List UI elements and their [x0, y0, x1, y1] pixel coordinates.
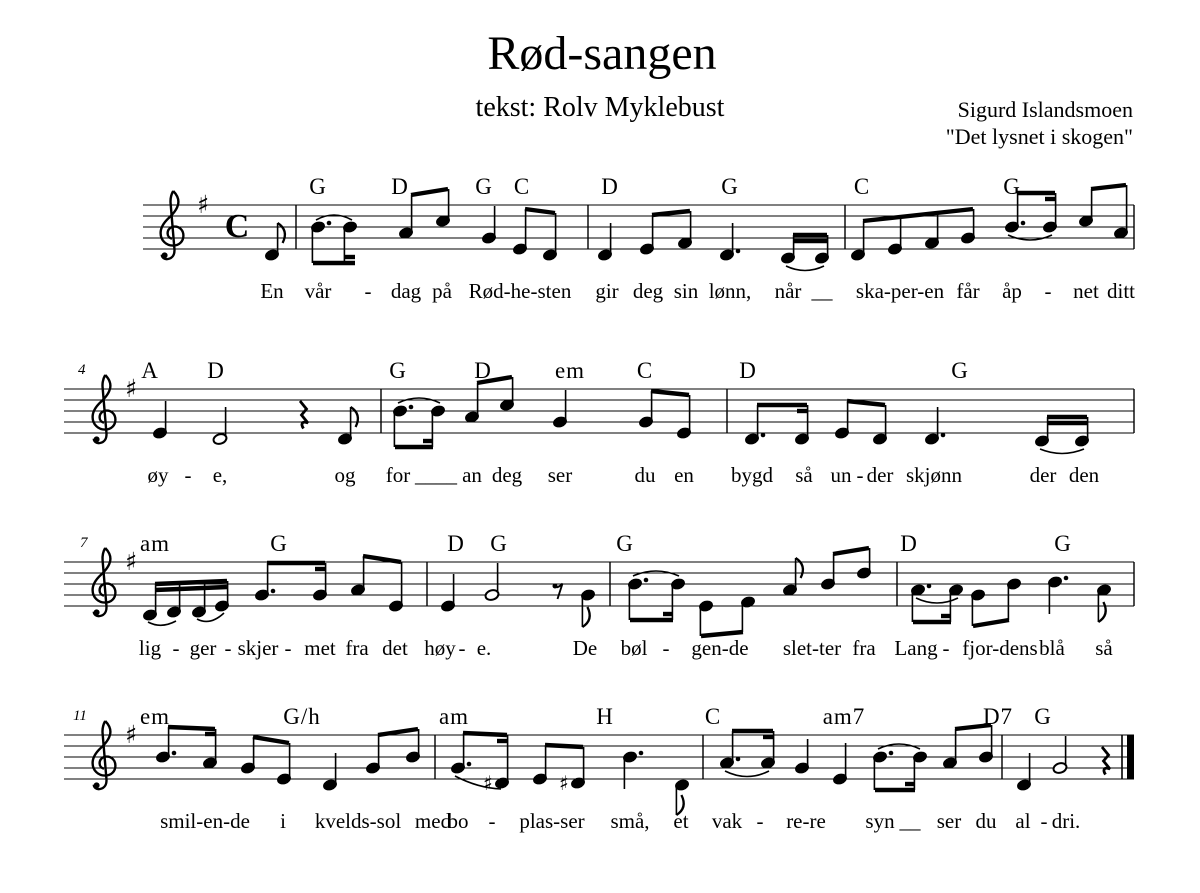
- lyric-syllable: så: [795, 463, 813, 487]
- chord-symbol: em: [554, 358, 586, 383]
- lyric-syllable: når: [774, 279, 802, 303]
- lyric-syllable: i: [280, 809, 286, 833]
- lyric-syllable: bøl: [620, 636, 648, 660]
- chord-symbol: D: [601, 174, 619, 199]
- chord-symbol: G: [389, 358, 407, 383]
- lyric-syllable: høy: [424, 636, 456, 660]
- lyric-syllable: __: [899, 809, 921, 833]
- svg-text:♯: ♯: [196, 190, 210, 219]
- lyric-syllable: et: [673, 809, 689, 833]
- lyric-syllable: der: [1029, 463, 1057, 487]
- lyric-syllable: -: [488, 809, 496, 833]
- lyric-syllable: får: [956, 279, 980, 303]
- chord-symbol: H: [596, 704, 614, 729]
- chord-symbol: D: [207, 358, 225, 383]
- lyric-syllable: e,: [212, 463, 228, 487]
- chord-symbol: G/h: [283, 704, 321, 729]
- lyric-syllable: for: [385, 463, 411, 487]
- chord-symbol: C: [853, 174, 871, 199]
- chord-symbol: G: [270, 531, 288, 556]
- lyric-syllable: lønn,: [708, 279, 752, 303]
- lyric-syllable: skjønn: [905, 463, 963, 487]
- lyric-syllable: __: [811, 279, 833, 303]
- svg-text:♯: ♯: [483, 771, 493, 795]
- lyric-syllable: bo: [447, 809, 469, 833]
- chord-symbol: D: [739, 358, 757, 383]
- lyric-syllable: fra: [852, 636, 876, 660]
- chord-symbol: G: [721, 174, 739, 199]
- lyric-syllable: met: [304, 636, 336, 660]
- lyric-syllable: den: [1068, 463, 1100, 487]
- chord-symbol: am: [438, 704, 470, 729]
- composer-credit: Sigurd Islandsmoen: [957, 97, 1133, 122]
- chord-symbol: am7: [822, 704, 866, 729]
- svg-text:♯: ♯: [559, 771, 569, 795]
- lyric-syllable: blå: [1039, 636, 1065, 660]
- chord-symbol: em: [139, 704, 171, 729]
- chord-symbol: D: [391, 174, 409, 199]
- chord-symbol: G: [1003, 174, 1021, 199]
- lyric-syllable: kvelds-sol: [314, 809, 402, 833]
- lyric-syllable: vak: [711, 809, 743, 833]
- lyric-syllable: med: [414, 809, 452, 833]
- chord-symbol: G: [616, 531, 634, 556]
- source-credit: "Det lysnet i skogen": [945, 124, 1133, 149]
- lyric-syllable: -: [364, 279, 372, 303]
- chord-symbol: C: [513, 174, 531, 199]
- lyric-syllable: al: [1015, 809, 1031, 833]
- lyric-syllable: gir: [595, 279, 619, 303]
- lyric-syllable: slet-ter: [782, 636, 842, 660]
- lyric-syllable: på: [432, 279, 452, 303]
- measure-number: 11: [73, 708, 87, 724]
- lyric-syllable: En: [260, 279, 284, 303]
- lyric-syllable: vår: [304, 279, 332, 303]
- lyric-syllable: og: [334, 463, 356, 487]
- lyric-syllable: så: [1095, 636, 1113, 660]
- lyric-syllable: sin: [673, 279, 699, 303]
- lyric-syllable: ____: [415, 463, 457, 487]
- lyric-syllable: deg: [632, 279, 664, 303]
- lyric-syllable: -: [1040, 809, 1048, 833]
- lyric-syllable: Lang: [894, 636, 938, 660]
- lyric-syllable: dag: [390, 279, 422, 303]
- lyric-syllable: -: [184, 463, 192, 487]
- lyric-syllable: fjor-dens: [962, 636, 1038, 660]
- svg-text:C: C: [224, 208, 250, 245]
- measure-number: 7: [80, 535, 88, 551]
- lyric-syllable: -: [284, 636, 292, 660]
- lyric-syllable: -: [662, 636, 670, 660]
- chord-symbol: am: [139, 531, 171, 556]
- chord-symbol: G: [309, 174, 327, 199]
- lyric-syllable: lig: [138, 636, 162, 660]
- lyric-syllable: -: [172, 636, 180, 660]
- lyric-syllable: -: [1044, 279, 1052, 303]
- chord-symbol: G: [1054, 531, 1072, 556]
- lyric-syllable: ser: [936, 809, 962, 833]
- lyric-syllable: der: [866, 463, 894, 487]
- lyric-syllable: -: [942, 636, 950, 660]
- lyric-syllable: dri.: [1051, 809, 1081, 833]
- lyric-syllable: bygd: [731, 463, 773, 487]
- svg-text:♯: ♯: [124, 547, 138, 576]
- chord-symbol: D7: [982, 704, 1014, 729]
- svg-text:♯: ♯: [124, 720, 138, 749]
- lyric-syllable: e.: [476, 636, 492, 660]
- lyric-syllable: ska-per-en: [855, 279, 945, 303]
- lyric-syllable: fra: [345, 636, 369, 660]
- chord-symbol: G: [475, 174, 493, 199]
- chord-symbol: D: [447, 531, 465, 556]
- chord-symbol: D: [474, 358, 492, 383]
- lyric-syllable: ser: [547, 463, 573, 487]
- lyric-syllable: du: [975, 809, 997, 833]
- lyric-syllable: øy: [147, 463, 169, 487]
- lyric-syllable: deg: [491, 463, 523, 487]
- lyricist-credit: tekst: Rolv Myklebust: [475, 92, 725, 123]
- chord-symbol: G: [951, 358, 969, 383]
- chord-symbol: G: [490, 531, 508, 556]
- lyric-syllable: Rød-he-sten: [468, 279, 572, 303]
- lyric-syllable: ger: [189, 636, 217, 660]
- lyric-syllable: De: [572, 636, 598, 660]
- lyric-syllable: gen-de: [691, 636, 749, 660]
- chord-symbol: C: [636, 358, 654, 383]
- lyric-syllable: an: [462, 463, 482, 487]
- chord-symbol: A: [141, 358, 159, 383]
- lyric-syllable: smil-en-de: [160, 809, 250, 833]
- chord-symbol: D: [900, 531, 918, 556]
- lyric-syllable: en: [674, 463, 694, 487]
- lyric-syllable: -: [224, 636, 232, 660]
- lyric-syllable: -: [458, 636, 466, 660]
- measure-number: 4: [78, 362, 86, 378]
- lyric-syllable: ditt: [1106, 279, 1136, 303]
- lyric-syllable: -: [756, 809, 764, 833]
- lyric-syllable: -: [856, 463, 864, 487]
- lyric-syllable: skjer: [237, 636, 279, 660]
- lyric-syllable: det: [382, 636, 408, 660]
- chord-symbol: G: [1034, 704, 1052, 729]
- lyric-syllable: syn: [865, 809, 895, 833]
- lyric-syllable: re-re: [786, 809, 826, 833]
- lyric-syllable: du: [634, 463, 656, 487]
- chord-symbol: C: [704, 704, 722, 729]
- lyric-syllable: net: [1073, 279, 1099, 303]
- lyric-syllable: plas-ser: [519, 809, 585, 833]
- svg-text:♯: ♯: [124, 374, 138, 403]
- lyric-syllable: små,: [610, 809, 650, 833]
- lyric-syllable: un: [830, 463, 852, 487]
- lyric-syllable: åp: [1002, 279, 1022, 303]
- song-title: Rød-sangen: [487, 27, 717, 80]
